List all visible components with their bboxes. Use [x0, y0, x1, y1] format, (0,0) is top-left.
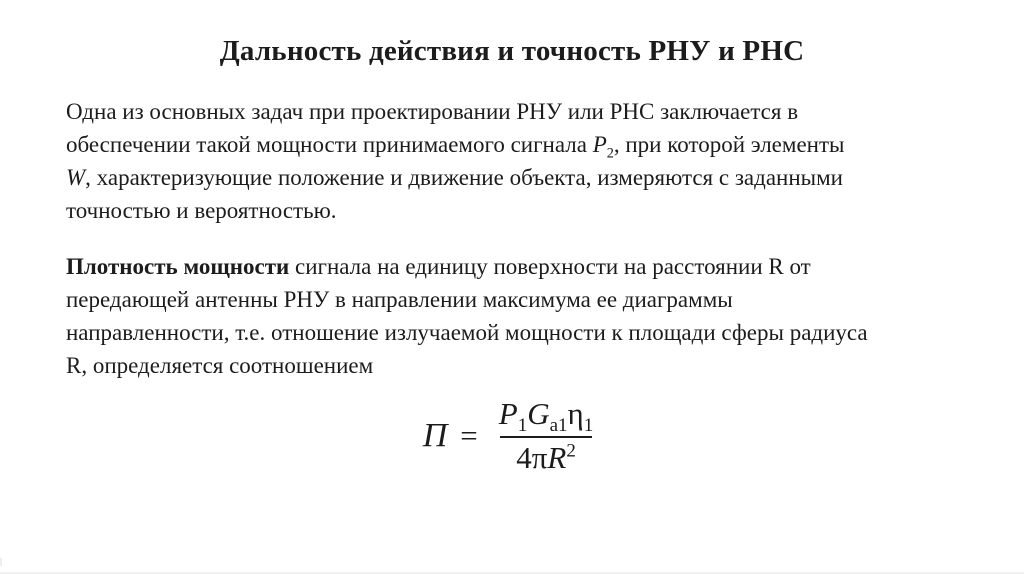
left-edge-tick: [0, 558, 2, 566]
variable-p-subscript: 2: [606, 145, 614, 162]
variable-w: W: [66, 165, 86, 190]
formula-denominator: [500, 436, 592, 476]
denominator-4pi: 4π: [516, 440, 548, 475]
variable-r-exponent: 2: [566, 440, 576, 462]
p2-line2: передающей антенны РНУ в направлении максимума ее диаграммы: [66, 287, 733, 312]
p1-line1: Одна из основных задач при проектировании РНУ или РНС заключается в: [66, 99, 799, 124]
p1-line2-tail: , при которой элементы: [613, 132, 845, 157]
variable-p1-subscript: 1: [517, 415, 528, 437]
p1-line2-text: обеспечении такой мощности принимаемого сигнала: [66, 132, 593, 157]
slide-body: [66, 95, 966, 382]
p1-line3-tail: , характеризующие положение и движение объекта, измеряются с заданными: [85, 165, 843, 190]
formula-equals-sign: =: [460, 418, 478, 453]
paragraph-power-density: [66, 250, 966, 382]
slide-title: Дальность действия и точность РНУ и РНС: [219, 35, 805, 67]
p1-line3: [66, 161, 966, 194]
variable-p: P: [592, 132, 607, 157]
paragraph-design-task: [66, 95, 966, 227]
variable-eta: η: [567, 396, 584, 431]
variable-eta-subscript: 1: [583, 415, 594, 437]
formula-numerator: [491, 396, 601, 436]
p1-line2: [66, 128, 966, 161]
variable-r: R: [547, 440, 567, 475]
variable-ga1: G: [527, 396, 550, 431]
p2-line1-tail: сигнала на единицу поверхности на расстоянии R от: [289, 254, 811, 279]
formula-lhs-pi: Π: [422, 417, 448, 454]
p2-line4: R, определяется соотношением: [66, 353, 374, 378]
formula-fraction: [491, 396, 601, 476]
power-density-term: Плотность мощности: [66, 254, 290, 279]
power-density-formula: [0, 396, 1024, 476]
p1-line4: точностью и вероятностью.: [66, 198, 337, 223]
variable-p1: P: [498, 396, 518, 431]
p2-line3: направленности, т.е. отношение излучаемой мощности к площади сферы радиуса: [66, 320, 868, 345]
variable-ga1-subscript: a1: [549, 415, 568, 437]
p2-line1: [66, 250, 966, 283]
